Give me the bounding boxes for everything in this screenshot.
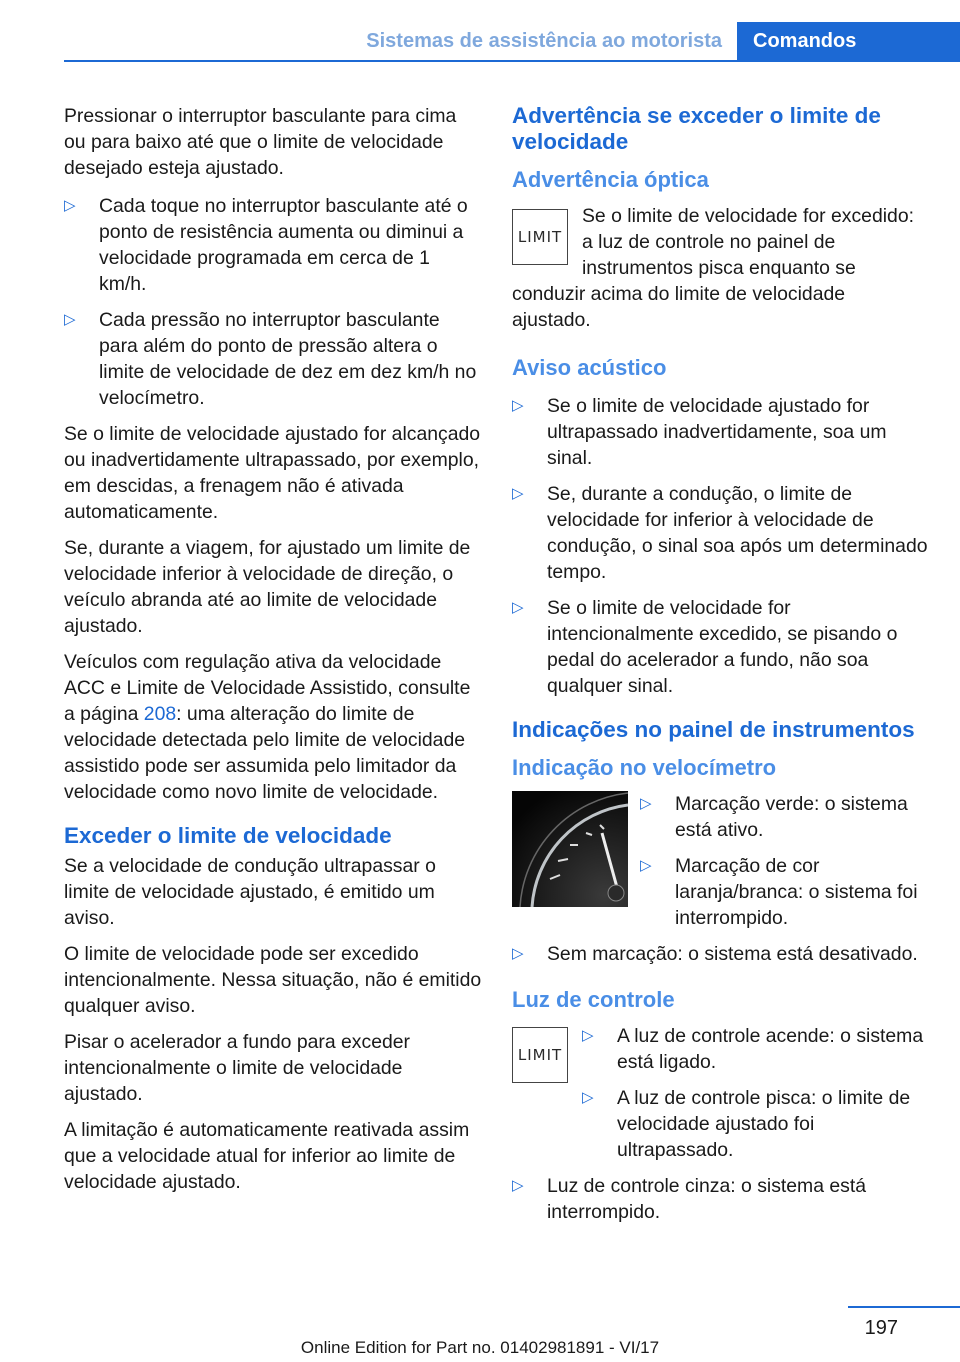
list-item-text: Sem marcação: o sistema está desativado. <box>547 943 918 965</box>
limit-indicator-icon: LIMIT <box>512 209 568 265</box>
paragraph-text: : uma alteração do limite de velocidade detectada pelo limite de velocidade assistido pode ser assumida pelo limitador da velocidade como novo limite de velocidade. <box>64 703 466 803</box>
list-item <box>512 1173 928 1225</box>
paragraph: Se o limite de velocidade for excedido: a luz de controle no painel de instrumentos pisca enquanto se conduzir acima do limite de velocidade ajustado. <box>512 205 914 331</box>
triangle-bullet-icon: ▷ <box>512 599 524 616</box>
header-rule <box>64 60 960 62</box>
optical-warning-block <box>512 203 928 343</box>
subsection-heading: Luz de controle <box>512 987 675 1012</box>
control-light-block <box>512 1023 928 1225</box>
list-item-text: Se, durante a condução, o limite de velocidade for inferior à velocidade de condução, o sinal soa após um determinado tempo. <box>547 483 928 583</box>
triangle-bullet-icon: ▷ <box>512 397 524 414</box>
list-item <box>512 481 928 585</box>
paragraph: O limite de velocidade pode ser excedido intencionalmente. Nessa situação, não é emitido qualquer aviso. <box>64 943 482 1017</box>
bullet-list <box>64 191 482 411</box>
list-item <box>512 595 928 699</box>
paragraph: Se a velocidade de condução ultrapassar o limite de velocidade ajustado, é emitido um aviso. <box>64 855 436 929</box>
list-item-text: Se o limite de velocidade for intencionalmente excedido, se pisando o pedal do acelerador a fundo, não soa qualquer sinal. <box>547 597 898 697</box>
triangle-bullet-icon: ▷ <box>640 857 652 874</box>
list-item-text: Se o limite de velocidade ajustado for ultrapassado inadvertidamente, soa um sinal. <box>547 395 887 469</box>
list-item <box>640 791 928 843</box>
speedometer-block <box>512 791 928 967</box>
triangle-bullet-icon: ▷ <box>64 197 76 214</box>
list-item <box>582 1085 928 1163</box>
chapter-tab: Comandos <box>737 22 960 62</box>
section-heading: Advertência se exceder o limite de velocidade <box>512 103 881 154</box>
paragraph: A limitação é automaticamente reativada assim que a velocidade atual for inferior ao limite de velocidade ajustado. <box>64 1119 470 1193</box>
paragraph-text: Veículos com regulação ativa da velocidade ACC e Limite de Velocidade Assistido, consulte a página <box>64 651 471 725</box>
triangle-bullet-icon: ▷ <box>64 311 76 328</box>
list-item <box>512 393 928 471</box>
left-column <box>64 103 482 1205</box>
subsection-heading: Indicação no velocímetro <box>512 755 777 780</box>
limit-indicator-icon: LIMIT <box>512 1027 568 1083</box>
list-item <box>64 193 482 297</box>
right-column <box>512 103 928 1235</box>
triangle-bullet-icon: ▷ <box>582 1027 594 1044</box>
list-item <box>582 1023 928 1075</box>
section-heading: Indicações no painel de instrumentos <box>512 717 915 742</box>
paragraph: Se, durante a viagem, for ajustado um limite de velocidade inferior à velocidade de direção, o veículo abranda até ao limite de velocidade ajustado. <box>64 537 471 637</box>
subsection-heading: Aviso acústico <box>512 355 667 380</box>
paragraph: Pressionar o interruptor basculante para cima ou para baixo até que o limite de velocidade desejado esteja ajustado. <box>64 105 457 179</box>
subsection-heading: Advertência óptica <box>512 167 709 192</box>
section-heading: Exceder o limite de velocidade <box>64 823 392 848</box>
list-item-text: A luz de controle acende: o sistema está ligado. <box>617 1025 924 1073</box>
list-item-text: A luz de controle pisca: o limite de velocidade ajustado foi ultrapassado. <box>617 1087 911 1161</box>
running-header-section: Sistemas de assistência ao motorista <box>366 30 722 52</box>
list-item-text: Marcação verde: o sistema está ativo. <box>675 793 908 841</box>
list-item-text: Cada toque no interruptor basculante até o ponto de resistência aumenta ou diminui a velocidade programada em cerca de 1 km/h. <box>99 195 468 295</box>
triangle-bullet-icon: ▷ <box>582 1089 594 1106</box>
triangle-bullet-icon: ▷ <box>512 945 524 962</box>
list-item-text: Marcação de cor laranja/branca: o sistema foi interrompido. <box>675 855 918 929</box>
list-item <box>512 941 928 967</box>
list-item <box>640 853 928 931</box>
paragraph: Pisar o acelerador a fundo para exceder intencionalmente o limite de velocidade ajustado. <box>64 1031 411 1105</box>
triangle-bullet-icon: ▷ <box>640 795 652 812</box>
list-item <box>64 307 482 411</box>
bullet-list <box>512 391 928 699</box>
speedometer-image <box>512 791 628 907</box>
edition-footer: Online Edition for Part no. 01402981891 - VI/17 <box>300 1338 660 1357</box>
triangle-bullet-icon: ▷ <box>512 485 524 502</box>
paragraph: Se o limite de velocidade ajustado for alcançado ou inadvertidamente ultrapassado, por exemplo, em descidas, a frenagem não é ativada automaticamente. <box>64 423 481 523</box>
page-link[interactable]: 208 <box>143 703 177 725</box>
triangle-bullet-icon: ▷ <box>512 1177 524 1194</box>
list-item-text: Cada pressão no interruptor basculante para além do ponto de pressão altera o limite de velocidade de dez em dez km/h no velocímetro. <box>99 309 477 409</box>
paragraph <box>64 649 482 805</box>
page-number: 197 <box>864 1317 898 1339</box>
list-item-text: Luz de controle cinza: o sistema está interrompido. <box>547 1175 867 1223</box>
footer-rule <box>848 1306 960 1308</box>
